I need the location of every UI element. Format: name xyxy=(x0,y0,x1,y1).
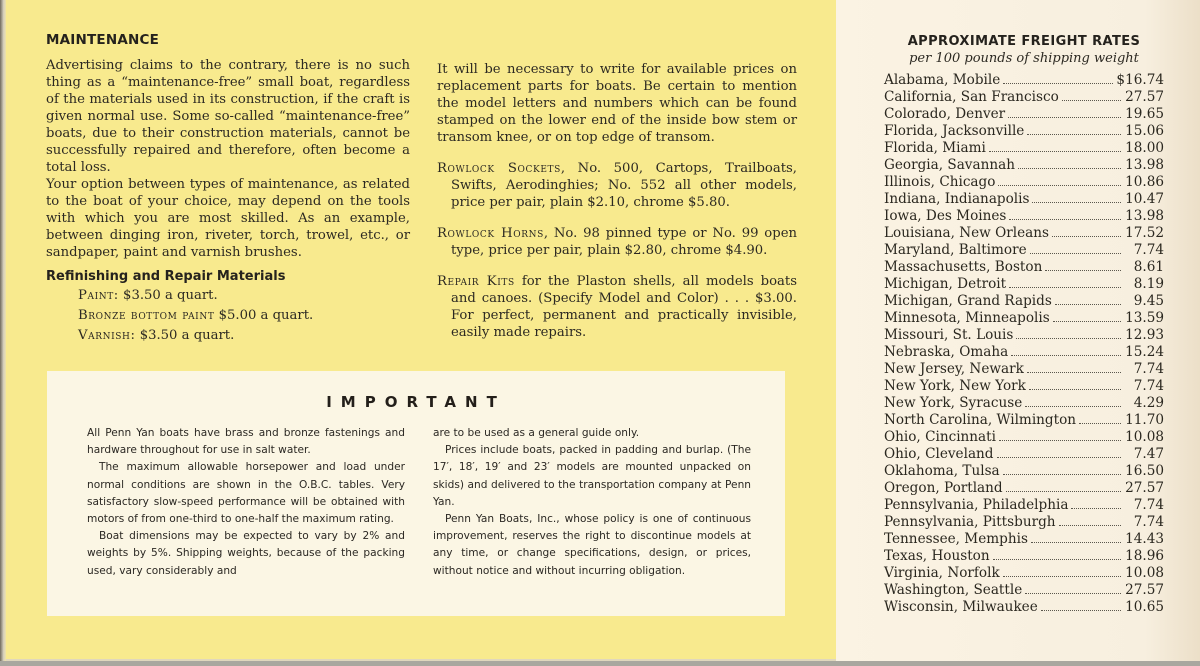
freight-rate-row xyxy=(884,497,1164,514)
freight-rate-row xyxy=(884,429,1164,446)
parts-item-name: Repair Kits xyxy=(437,274,515,289)
replacement-parts-section xyxy=(437,61,797,355)
important-paragraph: are to be used as a general guide only. xyxy=(433,427,640,439)
freight-rate-row xyxy=(884,242,1164,259)
freight-city: Louisiana, New Orleans xyxy=(884,225,1050,241)
freight-city: Missouri, St. Louis xyxy=(884,327,1014,343)
material-name: Paint: xyxy=(78,288,119,303)
important-left-column xyxy=(87,425,405,580)
freight-rate-row xyxy=(884,378,1164,395)
freight-rate: $16.74 xyxy=(1116,72,1164,88)
dot-leader xyxy=(1027,134,1121,135)
dot-leader xyxy=(1052,236,1121,237)
freight-city: Pennsylvania, Philadelphia xyxy=(884,497,1069,513)
freight-city: Minnesota, Minneapolis xyxy=(884,310,1050,326)
dot-leader xyxy=(1031,542,1121,543)
parts-item-name: Rowlock Horns xyxy=(437,226,544,241)
freight-rate: 10.65 xyxy=(1125,599,1164,615)
dot-leader xyxy=(1025,406,1121,407)
freight-rate: 18.96 xyxy=(1125,548,1164,564)
parts-item-text: for the Plaston shells, all models boats and canoes. (Specify Model and Color) . . . $3.00. For perfect, permanent and practically invisible, easily made repairs. xyxy=(451,274,797,340)
dot-leader xyxy=(1071,508,1121,509)
freight-rate-row xyxy=(884,361,1164,378)
freight-rate: 18.00 xyxy=(1125,140,1164,156)
maintenance-paragraph-2: Your option between types of maintenance, as related to the boat of your choice, may depend on the tools with which you are most skilled. As an example, between dinging iron, riveter, torch, trowel, etc., or sandpaper, paint and varnish brushes. xyxy=(46,177,410,260)
freight-rate: 13.59 xyxy=(1125,310,1164,326)
dot-leader xyxy=(1059,525,1121,526)
dot-leader xyxy=(1011,355,1121,356)
freight-rate: 17.52 xyxy=(1125,225,1164,241)
freight-rate-row xyxy=(884,191,1164,208)
freight-city: Iowa, Des Moines xyxy=(884,208,1007,224)
dot-leader xyxy=(1003,474,1121,475)
dot-leader xyxy=(1003,83,1113,84)
material-name: Bronze bottom paint xyxy=(78,308,215,323)
important-notice-box xyxy=(47,371,785,616)
freight-rate-row xyxy=(884,446,1164,463)
freight-rate: 7.74 xyxy=(1133,378,1164,394)
freight-city: Virginia, Norfolk xyxy=(884,565,1000,581)
freight-rate: 12.93 xyxy=(1125,327,1164,343)
freight-city: Florida, Jacksonville xyxy=(884,123,1025,139)
freight-rate-row xyxy=(884,140,1164,157)
parts-item-rowlock-horns xyxy=(437,225,797,259)
freight-rate: 10.86 xyxy=(1125,174,1164,190)
freight-city: Indiana, Indianapolis xyxy=(884,191,1030,207)
dot-leader xyxy=(1053,321,1121,322)
freight-rate-row xyxy=(884,565,1164,582)
freight-city: Massachusetts, Boston xyxy=(884,259,1043,275)
dot-leader xyxy=(1009,287,1121,288)
freight-rate: 11.70 xyxy=(1125,412,1164,428)
dot-leader xyxy=(1003,576,1121,577)
freight-city: Michigan, Grand Rapids xyxy=(884,293,1052,309)
freight-city: California, San Francisco xyxy=(884,89,1059,105)
freight-city: Ohio, Cleveland xyxy=(884,446,994,462)
freight-rate: 7.74 xyxy=(1133,361,1164,377)
freight-city: New York, Syracuse xyxy=(884,395,1023,411)
freight-rate-row xyxy=(884,327,1164,344)
freight-rates-section xyxy=(884,34,1164,616)
freight-rate: 7.74 xyxy=(1133,514,1164,530)
important-paragraph: All Penn Yan boats have brass and bronze fastenings and hardware throughout for use in salt water. xyxy=(87,427,405,457)
freight-rate: 10.47 xyxy=(1125,191,1164,207)
freight-rate-row xyxy=(884,344,1164,361)
freight-city: New Jersey, Newark xyxy=(884,361,1024,377)
freight-city: Nebraska, Omaha xyxy=(884,344,1009,360)
freight-rate-row xyxy=(884,123,1164,140)
freight-city: Florida, Miami xyxy=(884,140,986,156)
freight-rate: 7.74 xyxy=(1133,497,1164,513)
freight-rate: 7.47 xyxy=(1133,446,1164,462)
freight-city: Alabama, Mobile xyxy=(884,72,1001,88)
dot-leader xyxy=(1079,423,1121,424)
important-right-column xyxy=(433,425,751,580)
freight-rate-row xyxy=(884,310,1164,327)
freight-city: Wisconsin, Milwaukee xyxy=(884,599,1038,615)
important-paragraph: Penn Yan Boats, Inc., whose policy is one of continuous improvement, reserves the right to discontinue models at any time, or change specifications, design, or prices, without notice and without incurring obligation. xyxy=(433,513,751,577)
dot-leader xyxy=(989,151,1121,152)
freight-rate-row xyxy=(884,412,1164,429)
important-paragraph: Prices include boats, packed in padding and burlap. (The 17′, 18′, 19′ and 23′ models are mounted unpacked on skids) and delivered to the transportation company at Penn Yan. xyxy=(433,444,751,508)
dot-leader xyxy=(1030,253,1121,254)
parts-intro: It will be necessary to write for available prices on replacement parts for boats. Be certain to mention the model letters and numbers which can be found stamped on the lower end of the inside bow stem or transom knee, or on top edge of transom. xyxy=(437,62,797,145)
material-item xyxy=(78,306,410,326)
freight-city: Oklahoma, Tulsa xyxy=(884,463,1000,479)
dot-leader xyxy=(1006,491,1121,492)
dot-leader xyxy=(1029,389,1121,390)
freight-rate: 7.74 xyxy=(1133,242,1164,258)
freight-rate-row xyxy=(884,89,1164,106)
maintenance-paragraph-1: Advertising claims to the contrary, there is no such thing as a “maintenance-free” small boat, regardless of the materials used in its construction, if the craft is given normal use. Some so-called “maintenance-free” boats, due to their construction materials, cannot be successfully repaired and therefore, often become a total loss. xyxy=(46,58,410,175)
freight-subtitle: per 100 pounds of shipping weight xyxy=(909,51,1139,66)
freight-rate-row xyxy=(884,293,1164,310)
freight-city: Oregon, Portland xyxy=(884,480,1003,496)
dot-leader xyxy=(999,440,1121,441)
freight-title: APPROXIMATE FREIGHT RATES xyxy=(907,34,1141,49)
freight-city: Ohio, Cincinnati xyxy=(884,429,996,445)
freight-rate: 4.29 xyxy=(1133,395,1164,411)
freight-rate-row xyxy=(884,259,1164,276)
freight-city: Michigan, Detroit xyxy=(884,276,1007,292)
dot-leader xyxy=(997,457,1121,458)
dot-leader xyxy=(1025,593,1121,594)
refinishing-heading: Refinishing and Repair Materials xyxy=(46,269,286,284)
dot-leader xyxy=(1018,168,1121,169)
parts-item-name: Rowlock Sockets xyxy=(437,161,561,176)
freight-rate: 15.06 xyxy=(1125,123,1164,139)
important-paragraph: Boat dimensions may be expected to vary by 2% and weights by 5%. Shipping weights, because of the packing used, vary considerably and xyxy=(87,530,405,577)
freight-city: Georgia, Savannah xyxy=(884,157,1015,173)
freight-rate: 13.98 xyxy=(1125,208,1164,224)
maintenance-section xyxy=(46,32,410,346)
freight-rate-row xyxy=(884,582,1164,599)
material-price: $3.50 a quart. xyxy=(135,328,235,343)
freight-rate-row xyxy=(884,599,1164,616)
freight-rate-row xyxy=(884,72,1164,89)
dot-leader xyxy=(1041,610,1121,611)
freight-rate-row xyxy=(884,276,1164,293)
maintenance-heading: MAINTENANCE xyxy=(46,32,160,48)
material-price: $5.00 a quart. xyxy=(214,308,314,323)
dot-leader xyxy=(1009,219,1121,220)
materials-list xyxy=(46,286,410,346)
dot-leader xyxy=(1008,117,1121,118)
freight-rate: 19.65 xyxy=(1125,106,1164,122)
material-item xyxy=(78,326,410,346)
freight-rate: 13.98 xyxy=(1125,157,1164,173)
dot-leader xyxy=(1062,100,1121,101)
parts-item-repair-kits xyxy=(437,273,797,341)
dot-leader xyxy=(993,559,1121,560)
freight-city: Maryland, Baltimore xyxy=(884,242,1027,258)
dot-leader xyxy=(1055,304,1121,305)
freight-rate: 8.19 xyxy=(1133,276,1164,292)
freight-rate: 10.08 xyxy=(1125,429,1164,445)
freight-rate-row xyxy=(884,395,1164,412)
freight-rate: 14.43 xyxy=(1125,531,1164,547)
freight-rate: 10.08 xyxy=(1125,565,1164,581)
material-name: Varnish: xyxy=(78,328,136,343)
important-paragraph: The maximum allowable horsepower and load under normal conditions are shown in the O.B.C. tables. Very satisfactory slow-speed performance will be obtained with motors of from one-third to one-half the maximum rating. xyxy=(87,461,405,526)
freight-rate: 27.57 xyxy=(1125,582,1164,598)
freight-rate-row xyxy=(884,174,1164,191)
freight-rate: 16.50 xyxy=(1125,463,1164,479)
material-item xyxy=(78,286,410,306)
freight-rate: 27.57 xyxy=(1125,480,1164,496)
freight-city: New York, New York xyxy=(884,378,1026,394)
parts-item-text: , No. 500, Cartops, Trailboats, Swifts, Aerodinghies; No. 552 all other models, price per pair, plain $2.10, chrome $5.80. xyxy=(451,161,797,210)
important-title: IMPORTANT xyxy=(326,393,506,411)
dot-leader xyxy=(1027,372,1121,373)
dot-leader xyxy=(1016,338,1121,339)
freight-city: Tennessee, Memphis xyxy=(884,531,1028,547)
freight-rate: 8.61 xyxy=(1133,259,1164,275)
freight-city: Texas, Houston xyxy=(884,548,990,564)
dot-leader xyxy=(1032,202,1121,203)
material-price: $3.50 a quart. xyxy=(118,288,218,303)
important-columns xyxy=(87,425,767,580)
freight-city: Colorado, Denver xyxy=(884,106,1006,122)
dot-leader xyxy=(1045,270,1121,271)
dot-leader xyxy=(998,185,1121,186)
freight-rate-row xyxy=(884,480,1164,497)
freight-rate-row xyxy=(884,225,1164,242)
freight-rate-row xyxy=(884,514,1164,531)
freight-rate-row xyxy=(884,157,1164,174)
freight-rate: 15.24 xyxy=(1125,344,1164,360)
freight-rate-row xyxy=(884,548,1164,565)
freight-rate-row xyxy=(884,106,1164,123)
freight-rate-row xyxy=(884,531,1164,548)
parts-item-rowlock-sockets xyxy=(437,160,797,211)
freight-rate-row xyxy=(884,208,1164,225)
freight-city: Washington, Seattle xyxy=(884,582,1023,598)
freight-rate-list xyxy=(884,72,1164,616)
freight-rate: 27.57 xyxy=(1125,89,1164,105)
freight-rate-row xyxy=(884,463,1164,480)
parts-item-text: , No. 98 pinned type or No. 99 open type, price per pair, plain $2.80, chrome $4.90. xyxy=(451,226,797,258)
freight-city: North Carolina, Wilmington xyxy=(884,412,1077,428)
freight-city: Illinois, Chicago xyxy=(884,174,996,190)
freight-city: Pennsylvania, Pittsburgh xyxy=(884,514,1056,530)
freight-rate: 9.45 xyxy=(1133,293,1164,309)
